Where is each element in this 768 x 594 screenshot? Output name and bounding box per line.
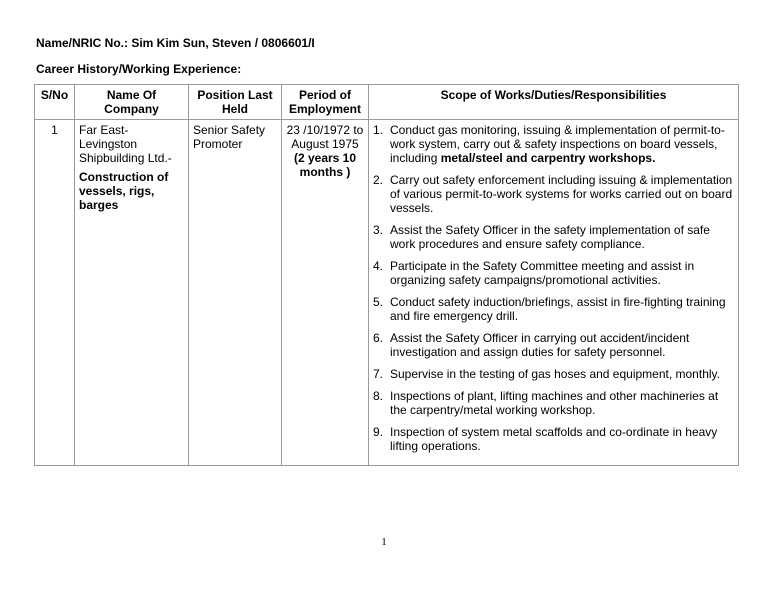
col-header-position: Position Last Held [189, 85, 282, 120]
duty-number: 8. [373, 389, 384, 403]
duty-text-main: Supervise in the testing of gas hoses and equipment, monthly. [390, 367, 720, 381]
table-row [35, 120, 739, 466]
duty-text-emphasis: metal/steel and carpentry workshops. [440, 151, 656, 165]
career-history-heading: Career History/Working Experience: [36, 62, 242, 76]
duty-text [390, 331, 734, 359]
cell-period [282, 120, 369, 466]
duty-item [373, 223, 734, 251]
duty-text-main: Carry out safety enforcement including issuing & implementation of various permit-to-work systems for works carried out on board vessels. [390, 173, 733, 215]
duty-number: 3. [373, 223, 384, 237]
duty-text [390, 123, 734, 165]
cell-company [75, 120, 189, 466]
company-sector: Construction of vessels, rigs, barges [79, 170, 169, 212]
col-header-period: Period of Employment [282, 85, 369, 120]
duty-number: 6. [373, 331, 384, 345]
duty-number: 1. [373, 123, 384, 137]
duty-text [390, 367, 734, 381]
table-header-row [35, 85, 739, 120]
duty-number: 9. [373, 425, 384, 439]
duty-number: 2. [373, 173, 384, 187]
col-header-scope: Scope of Works/Duties/Responsibilities [369, 85, 739, 120]
duty-text-main: Inspection of system metal scaffolds and co-ordinate in heavy lifting operations. [390, 425, 718, 453]
col-header-sno: S/No [35, 85, 75, 120]
name-nric-line: Name/NRIC No.: Sim Kim Sun, Steven / 0806601/I [36, 36, 315, 50]
duty-item [373, 295, 734, 323]
duty-text-main: Assist the Safety Officer in carrying out accident/incident investigation and assign duties for safety personnel. [390, 331, 690, 359]
duty-text [390, 425, 734, 453]
duty-item [373, 331, 734, 359]
page-number: 1 [381, 536, 387, 548]
duty-text [390, 295, 734, 323]
cell-sno: 1 [35, 120, 75, 466]
duty-item [373, 367, 734, 381]
duty-text-main: Inspections of plant, lifting machines and other machineries at the carpentry/metal working workshop. [390, 389, 719, 417]
period-dates: 23 /10/1972 to August 1975 [286, 123, 364, 151]
duty-item [373, 259, 734, 287]
duty-number: 4. [373, 259, 384, 273]
duty-text-main: Assist the Safety Officer in the safety implementation of safe work procedures and ensure safety compliance. [390, 223, 710, 251]
duty-item [373, 389, 734, 417]
duty-text-main: Conduct safety induction/briefings, assist in fire-fighting training and fire emergency drill. [390, 295, 726, 323]
duty-text [390, 223, 734, 251]
duty-text [390, 259, 734, 287]
cell-position: Senior Safety Promoter [189, 120, 282, 466]
duty-item [373, 123, 734, 165]
duty-text-main: Conduct gas monitoring, issuing & implementation of permit-to-work system, carry out & safety inspections on board vessels, including [390, 123, 725, 165]
duty-item [373, 173, 734, 215]
duty-number: 7. [373, 367, 384, 381]
duty-text [390, 173, 734, 215]
period-duration: (2 years 10 months ) [293, 151, 357, 179]
col-header-company: Name Of Company [75, 85, 189, 120]
duty-text [390, 389, 734, 417]
company-name: Far East-Levingston Shipbuilding Ltd.- [79, 123, 172, 165]
duty-text-main: Participate in the Safety Committee meeting and assist in organizing safety campaigns/promotional activities. [390, 259, 695, 287]
cell-scope [369, 120, 739, 466]
duty-number: 5. [373, 295, 384, 309]
duty-item [373, 425, 734, 453]
duties-list [373, 123, 734, 453]
career-history-table [34, 84, 739, 466]
